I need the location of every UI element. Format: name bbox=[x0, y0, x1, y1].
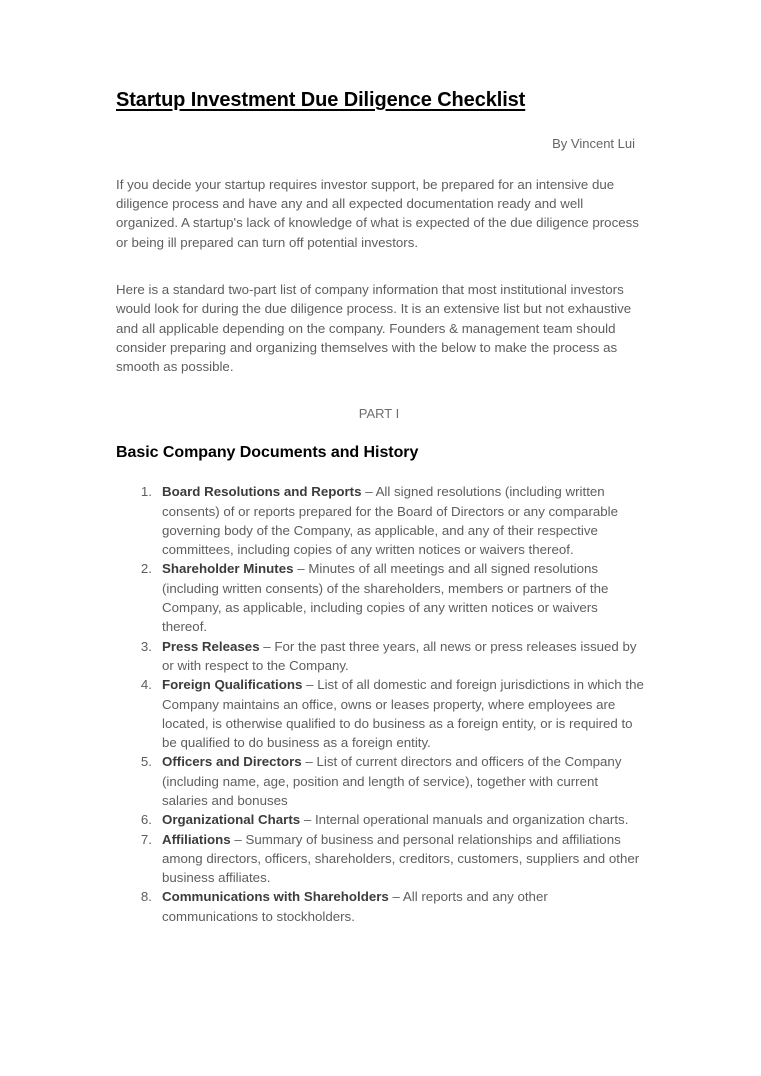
list-item-term: Affiliations bbox=[162, 831, 231, 847]
list-item-separator: – bbox=[306, 677, 314, 693]
list-item-term: Foreign Qualifications bbox=[162, 677, 303, 693]
list-item-description: List of all domestic and foreign jurisdictions in which the Company maintains an office, owns or leases property, where employees are located, is otherwise qualified to do business as a foreign entity, or is required to be qualified to do business as a foreign entity. bbox=[162, 677, 644, 751]
list-item-description: List of current directors and officers of the Company (including name, age, position and length of service), together with current salaries and bonuses bbox=[162, 754, 622, 808]
list-item-separator: – bbox=[263, 638, 271, 654]
intro-paragraph-1: If you decide your startup requires investor support, be prepared for an intensive due diligence process and have any and all expected documentation ready and well organized. A startup's lack of knowledge of what is expected of the due diligence process or being ill prepared can turn off potential investors. bbox=[116, 176, 639, 250]
list-item-description: Summary of business and personal relationships and affiliations among directors, officers, shareholders, creditors, customers, suppliers and other business affiliates. bbox=[162, 831, 640, 886]
list-item bbox=[116, 559, 646, 636]
list-item bbox=[116, 482, 646, 559]
list-item-term: Organizational Charts bbox=[162, 812, 301, 828]
list-item-term: Communications with Shareholders bbox=[162, 889, 389, 905]
list-item bbox=[116, 675, 646, 752]
page-title bbox=[116, 88, 646, 113]
list-item-term: Board Resolutions and Reports bbox=[162, 484, 362, 500]
list-item-description: Minutes of all meetings and all signed resolutions (including written consents) of the shareholders, members or partners of the Company, as applicable, including copies of any written notices or waivers thereof. bbox=[162, 561, 609, 635]
list-item-separator: – bbox=[392, 889, 400, 905]
list-item-description: Internal operational manuals and organization charts. bbox=[314, 812, 629, 828]
list-item-term: Shareholder Minutes bbox=[162, 561, 294, 577]
list-item-separator: – bbox=[303, 812, 312, 828]
checklist bbox=[116, 482, 646, 926]
list-item-term: Press Releases bbox=[162, 638, 260, 654]
list-item-description: For the past three years, all news or press releases issued by or with respect to the Company. bbox=[162, 638, 637, 673]
list-item-description: All signed resolutions (including written consents) of or reports prepared for the Board of Directors or any comparable governing body of the Company, as applicable, and any of their respective committees, including copies of any written notices or waivers thereof. bbox=[162, 484, 619, 558]
byline: By Vincent Lui bbox=[552, 136, 635, 151]
list-item bbox=[116, 810, 646, 829]
list-item-separator: – bbox=[305, 754, 313, 770]
part-label: PART I bbox=[358, 405, 400, 421]
list-item bbox=[116, 830, 646, 888]
list-item-separator: – bbox=[234, 831, 242, 847]
section-heading: Basic Company Documents and History bbox=[116, 444, 419, 462]
list-item-description: All reports and any other communications to stockholders. bbox=[162, 889, 548, 924]
list-item bbox=[116, 887, 646, 926]
page-title-text: Startup Investment Due Diligence Checklist bbox=[116, 89, 526, 111]
list-item bbox=[116, 637, 646, 676]
intro-paragraph-2: Here is a standard two-part list of company information that most institutional investors would look for during the due diligence process. It is an extensive list but not exhaustive and all applicable depending on the company. Founders & management team should consider preparing and organizing themselves with the below to make the process as smooth as possible. bbox=[116, 282, 632, 375]
list-item-separator: – bbox=[365, 484, 373, 500]
list-item bbox=[116, 752, 646, 810]
list-item-term: Officers and Directors bbox=[162, 754, 302, 770]
list-item-separator: – bbox=[297, 561, 305, 577]
